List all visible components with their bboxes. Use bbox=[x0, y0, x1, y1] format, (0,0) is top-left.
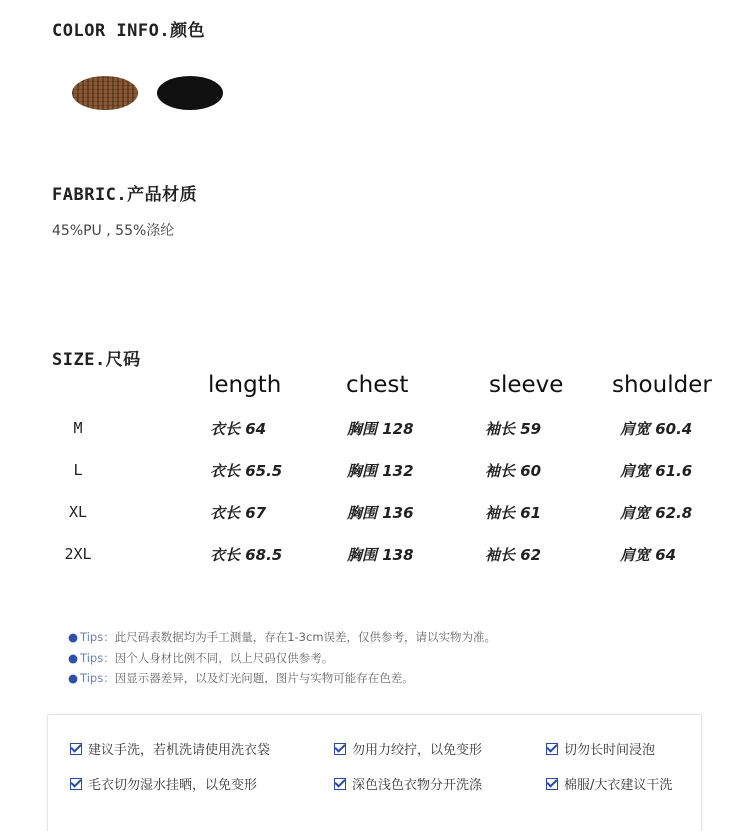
bullet-icon: ● bbox=[68, 651, 79, 665]
care-text: 棉服/大衣建议干洗 bbox=[564, 778, 673, 793]
chest-cell: 胸围 132 bbox=[347, 462, 414, 480]
care-item bbox=[546, 774, 672, 793]
column-header-length: length bbox=[208, 372, 282, 398]
chest-cell: 胸围 128 bbox=[347, 420, 414, 438]
tip-item bbox=[68, 670, 414, 686]
care-text: 勿用力绞拧，以免变形 bbox=[352, 743, 483, 758]
checkbox-icon bbox=[70, 778, 82, 790]
care-text: 切勿长时间浸泡 bbox=[564, 743, 656, 758]
shoulder-cell: 肩宽 62.8 bbox=[620, 504, 693, 522]
checkbox-icon bbox=[546, 778, 558, 790]
sleeve-cell: 袖长 61 bbox=[485, 504, 542, 522]
length-cell: 衣长 68.5 bbox=[210, 546, 283, 564]
tip-text: 因显示器差异，以及灯光问题，图片与实物可能存在色差。 bbox=[114, 671, 414, 685]
fabric-composition: 45%PU , 55%涤纶 bbox=[52, 223, 175, 239]
color-info-title: COLOR INFO.颜色 bbox=[52, 21, 206, 41]
size-title: SIZE.尺码 bbox=[52, 350, 141, 370]
sleeve-cell: 袖长 60 bbox=[485, 462, 542, 480]
checkbox-icon bbox=[334, 743, 346, 755]
checkbox-icon bbox=[70, 743, 82, 755]
care-item bbox=[546, 739, 655, 758]
column-header-chest: chest bbox=[346, 372, 409, 398]
size-label: L bbox=[73, 461, 83, 479]
bullet-icon: ● bbox=[68, 671, 79, 685]
bullet-icon: ● bbox=[68, 630, 79, 644]
care-item bbox=[70, 774, 257, 793]
checkbox-icon bbox=[334, 778, 346, 790]
tip-text: 此尺码表数据均为手工测量，存在1-3cm误差，仅供参考，请以实物为准。 bbox=[114, 630, 497, 644]
tip-text: 因个人身材比例不同，以上尺码仅供参考。 bbox=[114, 651, 334, 665]
size-label: XL bbox=[68, 503, 88, 521]
chest-cell: 胸围 138 bbox=[347, 546, 414, 564]
sleeve-cell: 袖长 62 bbox=[485, 546, 542, 564]
length-cell: 衣长 64 bbox=[210, 420, 267, 438]
size-label: M bbox=[73, 419, 83, 437]
length-cell: 衣长 67 bbox=[210, 504, 267, 522]
fabric-title: FABRIC.产品材质 bbox=[52, 185, 198, 205]
color-swatch-brown[interactable] bbox=[72, 76, 138, 110]
length-cell: 衣长 65.5 bbox=[210, 462, 283, 480]
care-item bbox=[70, 739, 270, 758]
care-item bbox=[334, 774, 482, 793]
care-item bbox=[334, 739, 482, 758]
chest-cell: 胸围 136 bbox=[347, 504, 414, 522]
sleeve-cell: 袖长 59 bbox=[485, 420, 542, 438]
care-text: 毛衣切勿湿水挂晒，以免变形 bbox=[88, 778, 258, 793]
shoulder-cell: 肩宽 64 bbox=[620, 546, 677, 564]
care-text: 深色浅色衣物分开洗涤 bbox=[352, 778, 483, 793]
tip-label: Tips： bbox=[80, 671, 115, 685]
care-instructions-box bbox=[47, 714, 702, 831]
tip-item bbox=[68, 650, 333, 666]
column-header-shoulder: shoulder bbox=[612, 372, 712, 398]
column-header-sleeve: sleeve bbox=[489, 372, 564, 398]
tip-label: Tips： bbox=[80, 630, 115, 644]
tip-label: Tips： bbox=[80, 651, 115, 665]
color-swatch-black[interactable] bbox=[157, 76, 223, 110]
care-text: 建议手洗，若机洗请使用洗衣袋 bbox=[88, 743, 271, 758]
shoulder-cell: 肩宽 60.4 bbox=[620, 420, 693, 438]
tip-item bbox=[68, 629, 496, 645]
shoulder-cell: 肩宽 61.6 bbox=[620, 462, 693, 480]
size-label: 2XL bbox=[64, 545, 92, 563]
checkbox-icon bbox=[546, 743, 558, 755]
